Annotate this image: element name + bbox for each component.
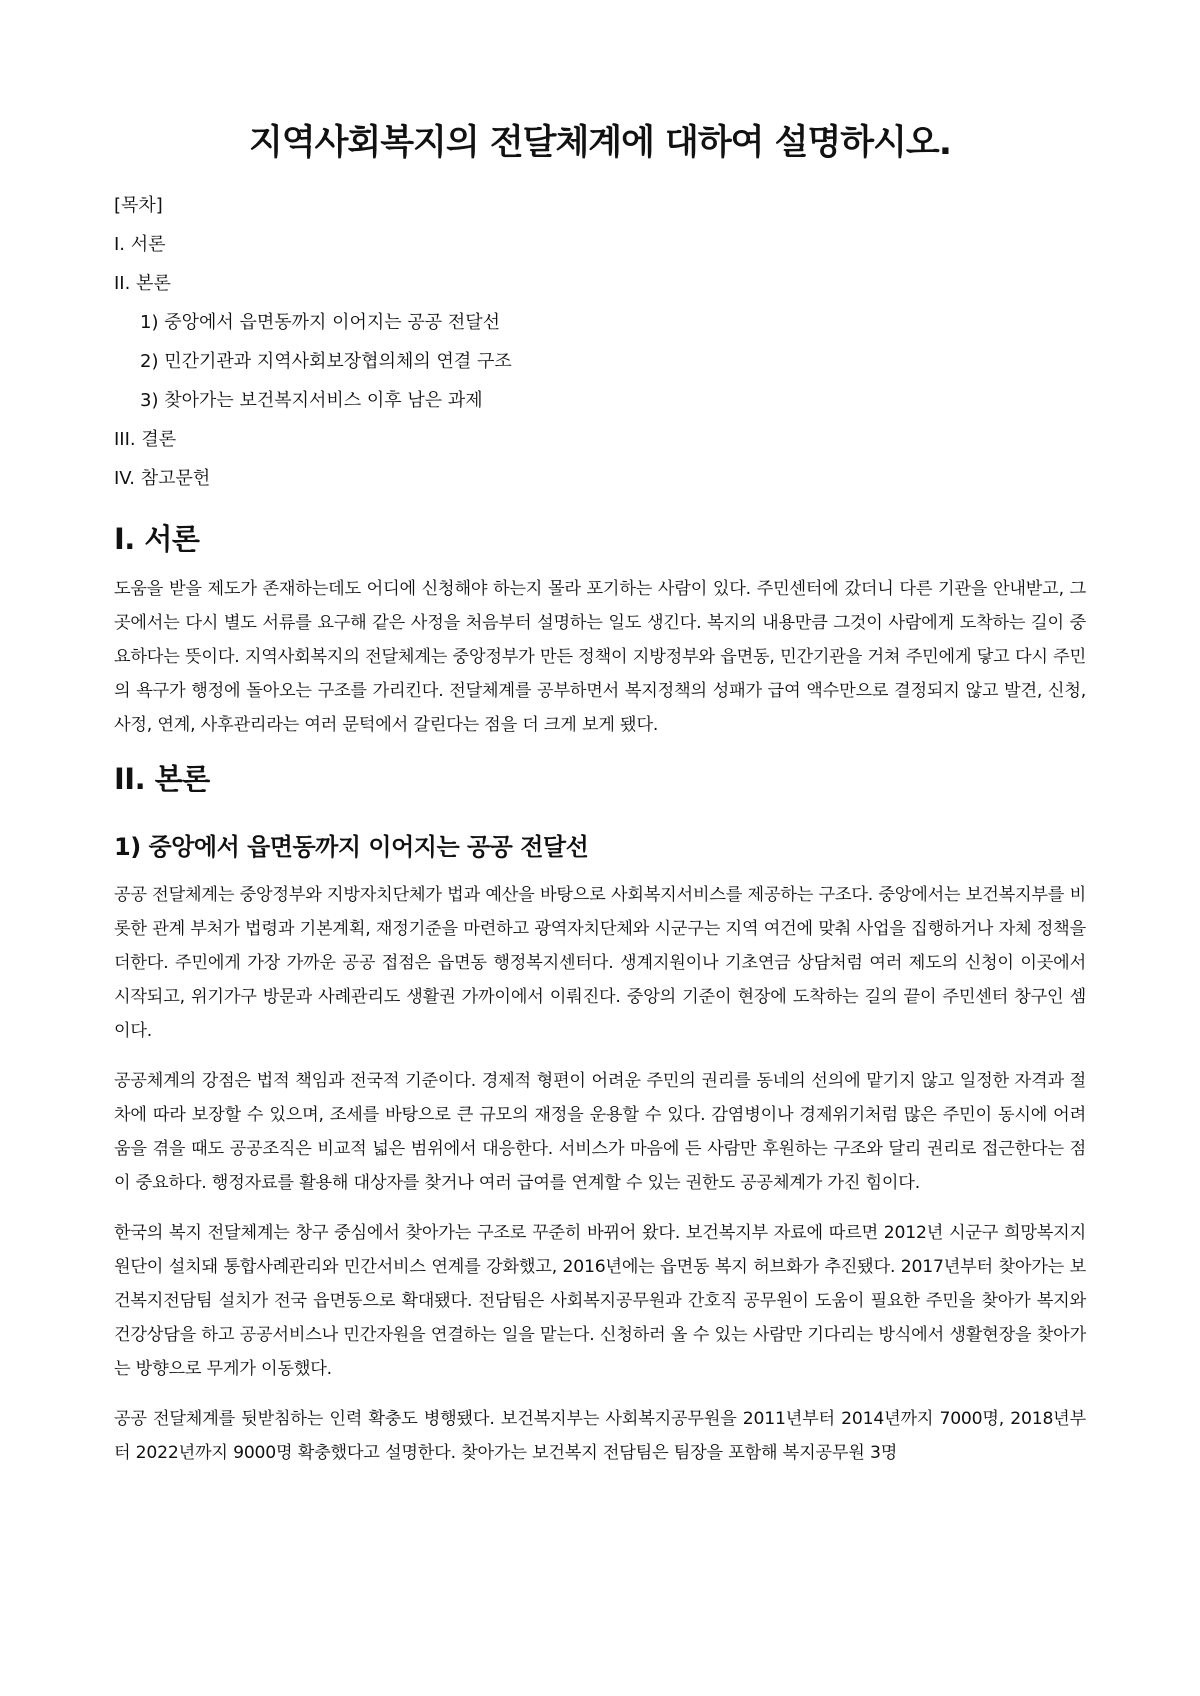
paragraph: 한국의 복지 전달체계는 창구 중심에서 찾아가는 구조로 꾸준히 바뀌어 왔다. 보건복지부 자료에 따르면 2012년 시군구 희망복지지원단이 설치돼 통합사례관리와 민간서비스 연계를 강화했고, 2016년에는 읍면동 복지 허브화가 추진됐다. 2017년부터 찾아가는 보건복지전담팀 설치가 전국 읍면동으로 확대됐다. 전담팀은 사회복지공무원과 간호직 공무원이 도움이 필요한 주민을 찾아가 복지와 건강상담을 하고 공공서비스나 민간자원을 연결하는 일을 맡는다. 신청하러 올 수 있는 사람만 기다리는 방식에서 생활현장을 찾아가는 방향으로 무게가 이동했다. — [114, 1223, 1086, 1379]
paragraph: 도움을 받을 제도가 존재하는데도 어디에 신청해야 하는지 몰라 포기하는 사람이 있다. 주민센터에 갔더니 다른 기관을 안내받고, 그곳에서는 다시 별도 서류를 요구해 같은 사정을 처음부터 설명하는 일도 생긴다. 복지의 내용만큼 그것이 사람에게 도착하는 길이 중요하다는 뜻이다. 지역사회복지의 전달체계는 중앙정부가 만든 정책이 지방정부와 읍면동, 민간기관을 거쳐 주민에게 닿고 다시 주민의 욕구가 행정에 돌아오는 구조를 가리킨다. 전달체계를 공부하면서 복지정책의 성패가 급여 액수만으로 결정되지 않고 발견, 신청, 사정, 연계, 사후관리라는 여러 문턱에서 갈린다는 점을 더 크게 보게 됐다. — [114, 579, 1086, 735]
toc-item-body-3: 3) 찾아가는 보건복지서비스 이후 남은 과제 — [140, 390, 483, 411]
paragraph: 공공체계의 강점은 법적 책임과 전국적 기준이다. 경제적 형편이 어려운 주민의 권리를 동네의 선의에 맡기지 않고 일정한 자격과 절차에 따라 보장할 수 있으며, 조세를 바탕으로 큰 규모의 재정을 운용할 수 있다. 감염병이나 경제위기처럼 많은 주민이 동시에 어려움을 겪을 때도 공공조직은 비교적 넓은 범위에서 대응한다. 서비스가 마음에 든 사람만 후원하는 구조와 달리 권리로 접근한다는 점이 중요하다. 행정자료를 활용해 대상자를 찾거나 여러 급여를 연계할 수 있는 권한도 공공체계가 가진 힘이다. — [114, 1071, 1086, 1193]
table-of-contents — [114, 186, 1086, 498]
section-intro — [114, 518, 1086, 742]
toc-item-body-2: 2) 민간기관과 지역사회보장협의체의 연결 구조 — [140, 351, 512, 372]
section-heading-intro: I. 서론 — [114, 522, 200, 556]
document-page — [114, 118, 1086, 1486]
section-heading-body: II. 본론 — [114, 762, 210, 796]
toc-item-body: II. 본론 — [114, 273, 171, 294]
document-title: 지역사회복지의 전달체계에 대하여 설명하시오. — [248, 123, 952, 163]
paragraph: 공공 전달체계를 뒷받침하는 인력 확충도 병행됐다. 보건복지부는 사회복지공무원을 2011년부터 2014년까지 7000명, 2018년부터 2022년까지 9000명 확충했다고 설명한다. 찾아가는 보건복지 전담팀은 팀장을 포함해 복지공무원 3명 — [114, 1409, 1086, 1463]
toc-item-body-1: 1) 중앙에서 읍면동까지 이어지는 공공 전달선 — [140, 312, 501, 333]
toc-item-intro: I. 서론 — [114, 234, 166, 255]
toc-item-references: IV. 참고문헌 — [114, 468, 211, 489]
toc-label: [목차] — [114, 195, 163, 216]
subsection-heading-1: 1) 중앙에서 읍면동까지 이어지는 공공 전달선 — [114, 833, 589, 861]
section-body — [114, 758, 1086, 1470]
toc-item-conclusion: III. 결론 — [114, 429, 177, 450]
paragraph: 공공 전달체계는 중앙정부와 지방자치단체가 법과 예산을 바탕으로 사회복지서비스를 제공하는 구조다. 중앙에서는 보건복지부를 비롯한 관계 부처가 법령과 기본계획, 재정기준을 마련하고 광역자치단체와 시군구는 지역 여건에 맞춰 사업을 집행하거나 자체 정책을 더한다. 주민에게 가장 가까운 공공 접점은 읍면동 행정복지센터다. 생계지원이나 기초연금 상담처럼 여러 제도의 신청이 이곳에서 시작되고, 위기가구 방문과 사례관리도 생활권 가까이에서 이뤄진다. 중앙의 기준이 현장에 도착하는 길의 끝이 주민센터 창구인 셈이다. — [114, 885, 1086, 1041]
